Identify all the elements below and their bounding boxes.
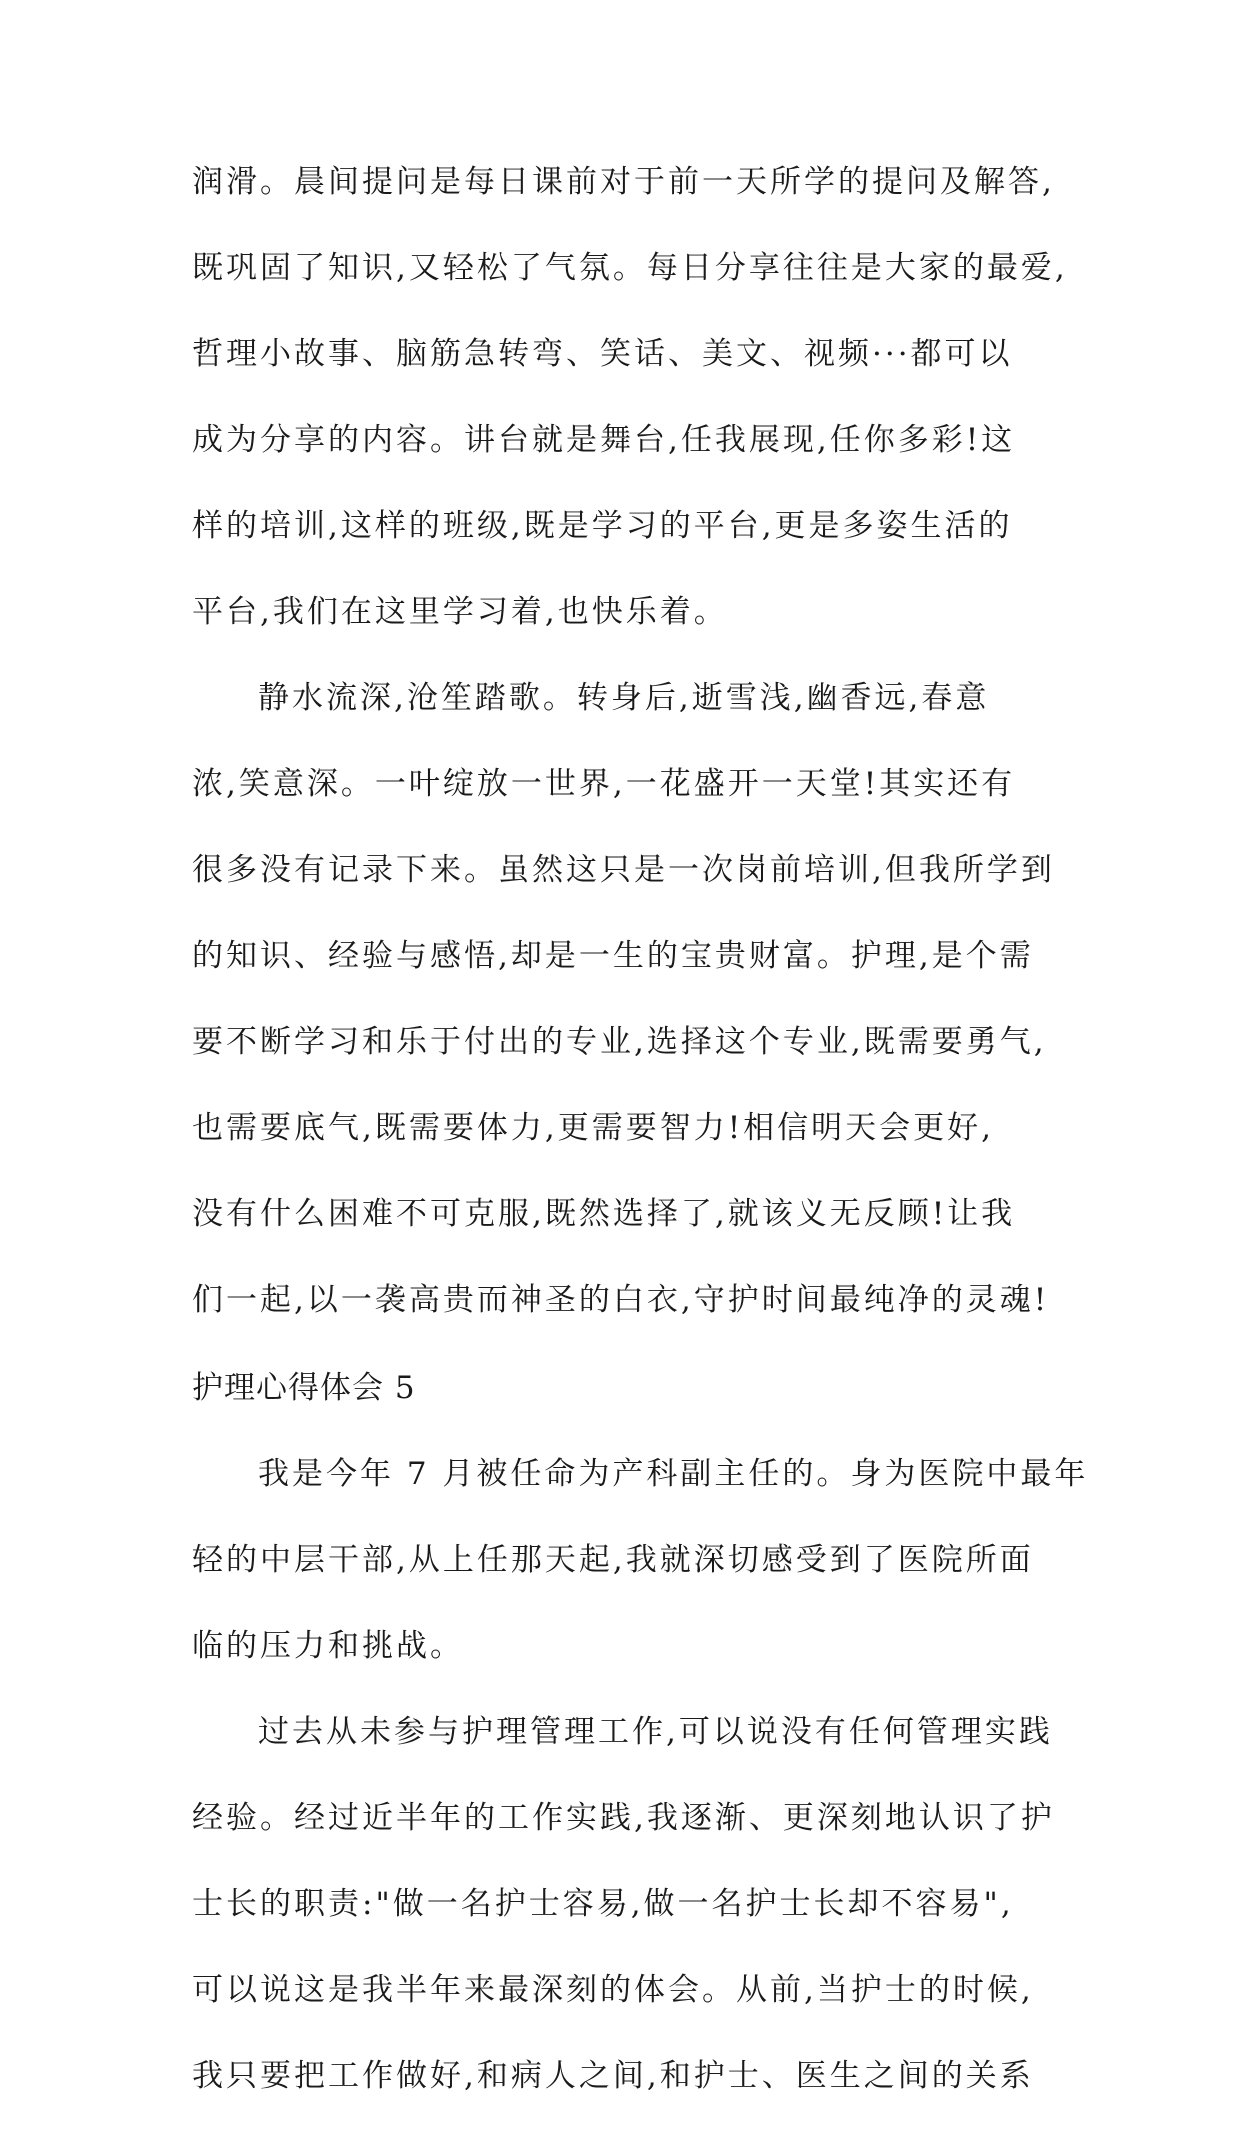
paragraph-1-line: 既巩固了知识,又轻松了气氛。每日分享往往是大家的最爱,	[192, 250, 1068, 286]
paragraph-4-line: 过去从未参与护理管理工作,可以说没有任何管理实践	[258, 1714, 1053, 1750]
paragraph-4-line: 可以说这是我半年来最深刻的体会。从前,当护士的时候,	[192, 1972, 1034, 2008]
paragraph-1-line: 哲理小故事、脑筋急转弯、笑话、美文、视频···都可以	[192, 336, 1013, 372]
document-body	[192, 160, 1089, 2140]
paragraph-4-line: 我只要把工作做好,和病人之间,和护士、医生之间的关系	[192, 2058, 1034, 2094]
paragraph-1-line: 成为分享的内容。讲台就是舞台,任我展现,任你多彩!这	[192, 422, 1016, 458]
paragraph-3-line: 我是今年 7 月被任命为产科副主任的。身为医院中最年	[258, 1456, 1089, 1492]
paragraph-2-line: 浓,笑意深。一叶绽放一世界,一花盛开一天堂!其实还有	[192, 766, 1016, 802]
paragraph-2-line: 没有什么困难不可克服,既然选择了,就该义无反顾!让我	[192, 1196, 1016, 1232]
paragraph-1-line: 平台,我们在这里学习着,也快乐着。	[192, 594, 728, 630]
paragraph-2-line: 们一起,以一袭高贵而神圣的白衣,守护时间最纯净的灵魂!	[192, 1282, 1050, 1318]
paragraph-4-line: 经验。经过近半年的工作实践,我逐渐、更深刻地认识了护	[192, 1800, 1055, 1836]
paragraph-2-line: 静水流深,沧笙踏歌。转身后,逝雪浅,幽香远,春意	[258, 680, 990, 716]
paragraph-3-line: 轻的中层干部,从上任那天起,我就深切感受到了医院所面	[192, 1542, 1034, 1578]
paragraph-1-line: 润滑。晨间提问是每日课前对于前一天所学的提问及解答,	[192, 164, 1055, 200]
section-heading: 护理心得体会 5	[192, 1370, 416, 1406]
paragraph-4-line: 士长的职责:"做一名护士容易,做一名护士长却不容易",	[192, 1886, 1014, 1922]
paragraph-2-line: 要不断学习和乐于付出的专业,选择这个专业,既需要勇气,	[192, 1024, 1047, 1060]
paragraph-3-line: 临的压力和挑战。	[192, 1628, 464, 1664]
paragraph-2-line: 也需要底气,既需要体力,更需要智力!相信明天会更好,	[192, 1110, 995, 1146]
paragraph-1-line: 样的培训,这样的班级,既是学习的平台,更是多姿生活的	[192, 508, 1013, 544]
paragraph-2-line: 很多没有记录下来。虽然这只是一次岗前培训,但我所学到	[192, 852, 1055, 888]
paragraph-2-line: 的知识、经验与感悟,却是一生的宝贵财富。护理,是个需	[192, 938, 1034, 974]
